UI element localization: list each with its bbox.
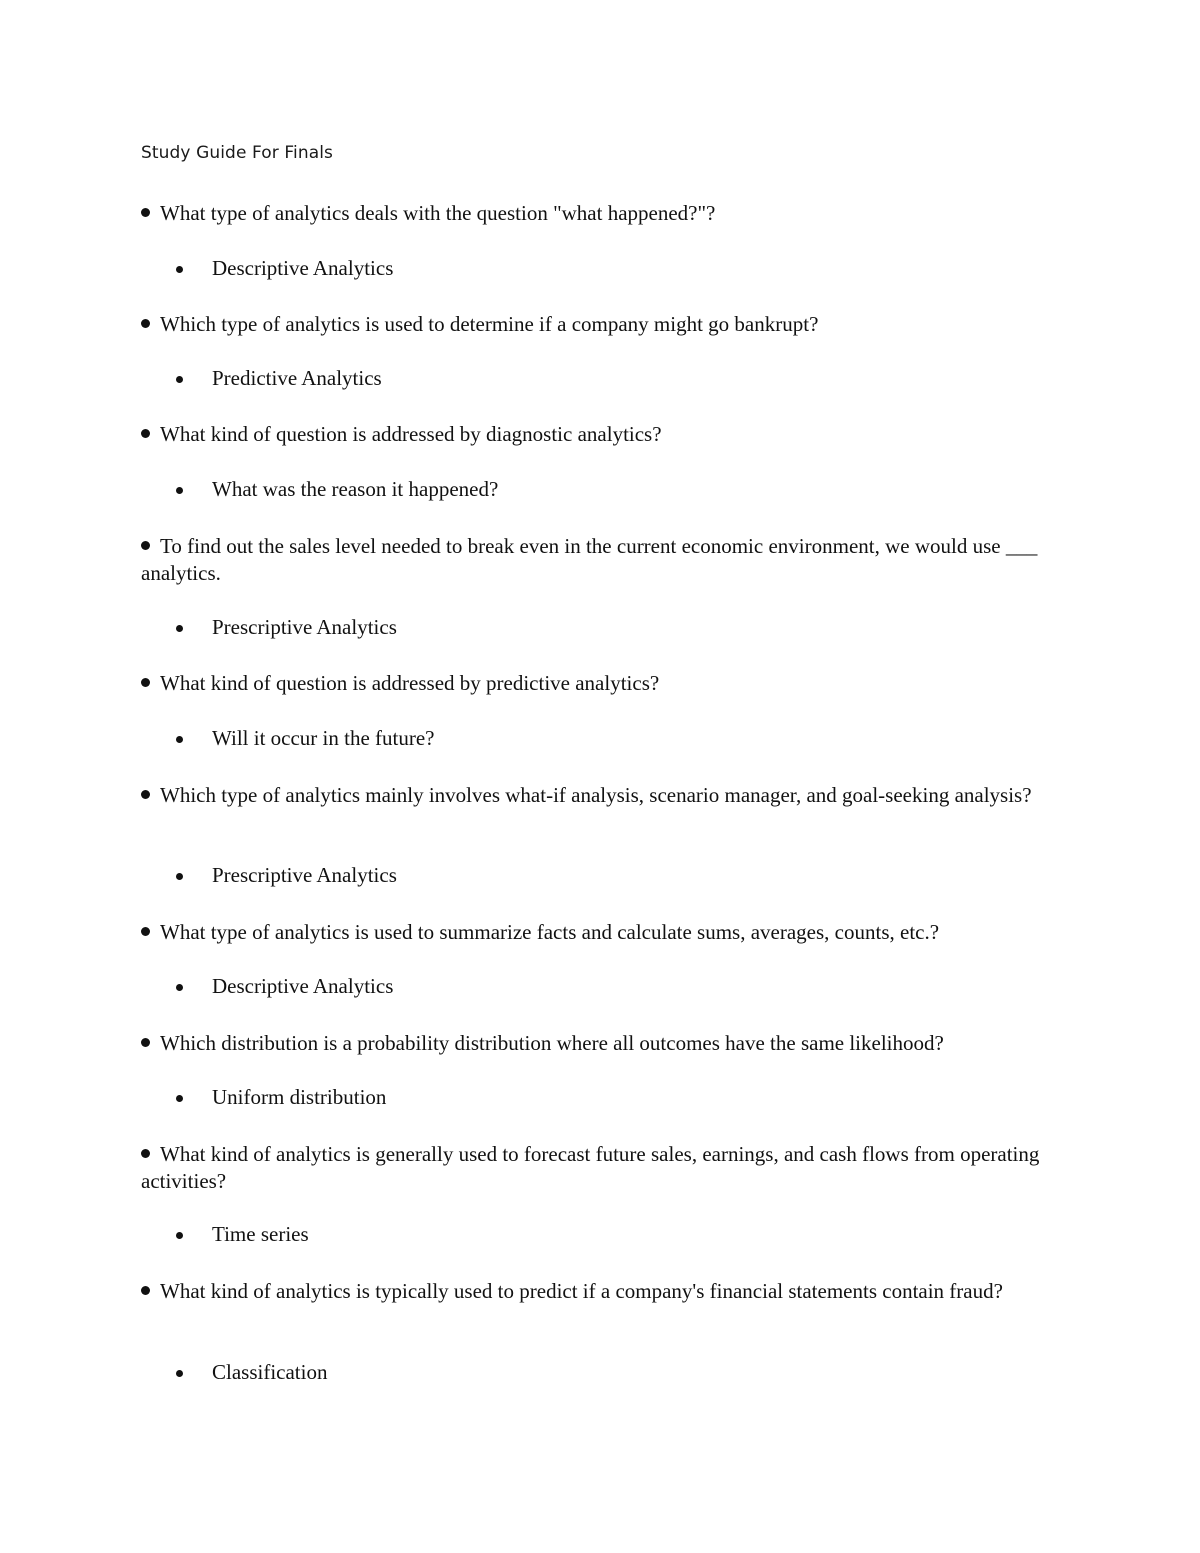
answer-text: Descriptive Analytics [212,974,394,998]
bullet-icon [176,487,183,494]
question-item [141,670,1066,697]
bullet-icon [141,208,150,217]
question-item [141,1278,1066,1305]
answer-text: Prescriptive Analytics [212,863,397,887]
question-text: What type of analytics is used to summarize facts and calculate sums, averages, counts, etc.? [160,920,940,944]
bullet-icon [176,984,183,991]
bullet-icon [176,1095,183,1102]
question-text: To find out the sales level needed to break even in the current economic environment, we would use ___ analytics. [141,534,1038,585]
question-item [141,421,1066,448]
question-item [141,1141,1066,1195]
question-text: Which type of analytics mainly involves what-if analysis, scenario manager, and goal-seeking analysis? [160,783,1032,807]
answer-text: Time series [212,1222,309,1246]
question-item [141,311,1066,338]
answer-text: Predictive Analytics [212,366,382,390]
bullet-icon [176,736,183,743]
question-item [141,782,1066,809]
bullet-icon [141,1038,150,1047]
question-item [141,919,1066,946]
bullet-icon [176,1232,183,1239]
question-text: What kind of question is addressed by diagnostic analytics? [160,422,662,446]
answer-text: Will it occur in the future? [212,726,435,750]
bullet-icon [176,1370,183,1377]
bullet-icon [176,625,183,632]
answer-text: Classification [212,1360,328,1384]
bullet-icon [141,678,150,687]
bullet-icon [141,429,150,438]
question-item [141,533,1066,587]
question-text: What type of analytics deals with the question "what happened?"? [160,201,716,225]
bullet-icon [141,790,150,799]
bullet-icon [141,927,150,936]
question-text: What kind of analytics is generally used to forecast future sales, earnings, and cash flows from operating activities? [141,1142,1040,1193]
bullet-icon [141,319,150,328]
question-text: What kind of analytics is typically used to predict if a company's financial statements contain fraud? [160,1279,1003,1303]
bullet-icon [176,376,183,383]
question-text: Which type of analytics is used to determine if a company might go bankrupt? [160,312,819,336]
answer-text: What was the reason it happened? [212,477,499,501]
answer-text: Descriptive Analytics [212,256,394,280]
question-item [141,200,1066,227]
bullet-icon [141,541,150,550]
answer-text: Uniform distribution [212,1085,387,1109]
answer-text: Prescriptive Analytics [212,615,397,639]
bullet-icon [141,1286,150,1295]
question-text: Which distribution is a probability distribution where all outcomes have the same likelihood? [160,1031,944,1055]
question-item [141,1030,1066,1057]
bullet-icon [176,266,183,273]
bullet-icon [141,1149,150,1158]
bullet-icon [176,873,183,880]
question-text: What kind of question is addressed by predictive analytics? [160,671,660,695]
document-title: Study Guide For Finals [141,143,334,163]
